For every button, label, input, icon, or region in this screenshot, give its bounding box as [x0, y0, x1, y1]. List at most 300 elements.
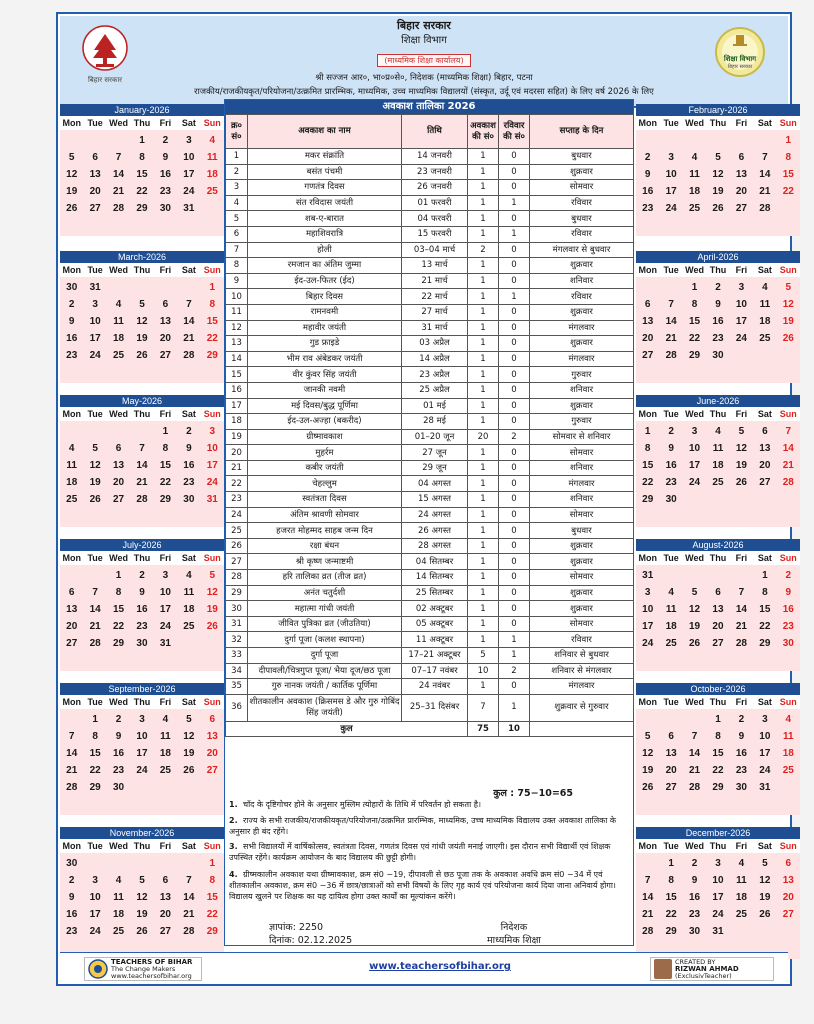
day-cell: 19 — [206, 604, 218, 615]
count-cell: 1 — [468, 367, 499, 383]
count-cell: 1 — [468, 320, 499, 336]
holiday-name-cell: गुरु नानक जयंती / कार्तिक पूर्णिमा — [248, 679, 402, 695]
col-header-name: अवकाश का नाम — [248, 115, 402, 149]
holiday-name-cell: कबीर जयंती — [248, 460, 402, 476]
day-cell: 24 — [136, 765, 148, 776]
weekday-cell: गुरुवार — [530, 367, 634, 383]
day-cell: 9 — [785, 587, 792, 598]
day-cell: 14 — [183, 892, 195, 903]
month-calendar — [636, 539, 800, 671]
holiday-row — [226, 632, 634, 648]
weekday-label: Thu — [709, 265, 727, 275]
day-cell: 22 — [206, 909, 218, 920]
weekday-cell: बुधवार — [530, 149, 634, 165]
day-cell: 16 — [136, 604, 148, 615]
creator-badge — [650, 957, 774, 981]
weekday-header — [636, 407, 800, 421]
bihar-govt-logo — [82, 24, 128, 85]
note-item: 1. चाँद के दृष्टिगोचर होने के अनुसार मुस्लिम त्योहारों के तिथि में परिवर्तन हो सकता है। — [229, 800, 482, 809]
day-cell — [777, 347, 800, 364]
sunday-count-cell: 0 — [499, 585, 530, 601]
week-row — [60, 872, 224, 889]
week-row — [636, 440, 800, 457]
day-cell — [130, 279, 153, 296]
date-cell: 01–20 जून — [402, 429, 468, 445]
weekday-cell: मंगलवार — [530, 679, 634, 695]
day-cell — [659, 132, 682, 149]
day-cell: 13 — [206, 731, 218, 742]
weekday-label: Mon — [638, 265, 657, 275]
total-sundays: 10 — [499, 721, 530, 737]
date-cell: 17–21 अक्टूबर — [402, 648, 468, 664]
day-cell — [730, 923, 753, 940]
holiday-name-cell: रमजान का अंतिम जुम्मा — [248, 258, 402, 274]
sunday-count-cell: 2 — [499, 429, 530, 445]
sunday-count-cell: 0 — [499, 492, 530, 508]
day-cell: 11 — [689, 169, 700, 180]
day-cell — [659, 217, 682, 234]
day-cell: 11 — [759, 299, 771, 310]
day-cell: 18 — [759, 316, 771, 327]
day-cell: 5 — [139, 299, 145, 310]
day-cell: 15 — [136, 169, 148, 180]
day-cell: 21 — [735, 621, 747, 632]
holiday-row — [226, 648, 634, 664]
day-cell: 8 — [715, 731, 721, 742]
weekday-label: Sat — [757, 409, 772, 419]
day-cell: 22 — [89, 765, 101, 776]
day-cell: 29 — [206, 350, 218, 361]
day-cell — [706, 508, 729, 525]
weekday-label: Mon — [638, 841, 657, 851]
day-cell: 12 — [183, 731, 195, 742]
day-cell: 22 — [206, 333, 218, 344]
weekday-label: Tue — [87, 409, 103, 419]
day-cell: 26 — [206, 621, 218, 632]
count-cell: 7 — [468, 694, 499, 721]
day-cell: 22 — [689, 333, 701, 344]
week-row — [636, 872, 800, 889]
weekday-label: Thu — [709, 841, 727, 851]
footer — [60, 952, 788, 984]
col-header-weekday: सप्ताह के दिन — [530, 115, 634, 149]
count-cell: 1 — [468, 679, 499, 695]
holiday-row — [226, 679, 634, 695]
day-cell: 12 — [642, 748, 654, 759]
day-cell: 9 — [668, 443, 674, 454]
day-cell: 19 — [66, 186, 78, 197]
holiday-name-cell: दुर्गा पूजा (कलश स्थापना) — [248, 632, 402, 648]
weekday-label: Sun — [203, 118, 221, 128]
month-calendar — [60, 539, 224, 671]
day-cell — [659, 567, 682, 584]
week-row — [60, 149, 224, 166]
day-cell: 29 — [689, 350, 701, 361]
count-cell: 1 — [468, 570, 499, 586]
day-cell — [777, 779, 800, 796]
col-header-count: अवकाश की सं० — [468, 115, 499, 149]
day-cell: 2 — [115, 714, 122, 725]
weekday-label: Fri — [735, 265, 748, 275]
date-cell: 05 अक्टूबर — [402, 616, 468, 632]
holiday-row — [226, 242, 634, 258]
count-cell: 1 — [468, 149, 499, 165]
weekday-cell: शुक्रवार से गुरुवार — [530, 694, 634, 721]
holiday-table — [225, 114, 634, 737]
day-cell: 24 — [642, 638, 654, 649]
weekday-cell: सोमवार से शनिवार — [530, 429, 634, 445]
holiday-row — [226, 211, 634, 227]
day-cell: 28 — [113, 203, 125, 214]
weekday-label: Wed — [685, 265, 704, 275]
teachers-of-bihar-badge[interactable] — [84, 957, 202, 981]
week-row — [636, 508, 800, 525]
weekday-label: Mon — [638, 697, 657, 707]
count-cell: 1 — [468, 632, 499, 648]
sunday-count-cell: 1 — [499, 289, 530, 305]
date-cell: 27 जून — [402, 445, 468, 461]
day-cell: 10 — [136, 731, 148, 742]
weekday-label: Wed — [685, 841, 704, 851]
month-calendar — [636, 683, 800, 815]
holiday-name-cell: अनंत चतुर्दशी — [248, 585, 402, 601]
day-cell: 20 — [206, 748, 218, 759]
weekday-label: Mon — [62, 265, 81, 275]
day-cell — [777, 364, 800, 381]
day-cell: 3 — [691, 426, 698, 437]
day-cell: 11 — [113, 892, 124, 903]
day-cell: 29 — [136, 203, 148, 214]
day-cell: 24 — [159, 621, 171, 632]
day-cell — [636, 132, 659, 149]
holiday-name-cell: महात्मा गांधी जयंती — [248, 601, 402, 617]
day-cell — [730, 491, 753, 508]
day-cell — [201, 508, 224, 525]
day-cell: 17 — [735, 316, 747, 327]
day-cell: 25 — [66, 494, 78, 505]
day-cell — [130, 364, 153, 381]
day-cell: 5 — [715, 152, 721, 163]
week-row — [60, 166, 224, 183]
weekday-label: Tue — [87, 697, 103, 707]
left-logo-caption: बिहार सरकार — [87, 76, 123, 84]
holiday-row — [226, 258, 634, 274]
holiday-row — [226, 336, 634, 352]
day-cell: 9 — [162, 152, 169, 163]
holiday-name-cell: बसंत पंचमी — [248, 164, 402, 180]
day-cell: 1 — [668, 858, 674, 869]
creator-role: (ExclusivTeacher) — [675, 971, 732, 980]
day-cell: 18 — [113, 909, 125, 920]
holiday-row — [226, 585, 634, 601]
day-cell: 25 — [782, 765, 794, 776]
day-cell: 22 — [642, 477, 654, 488]
date-cell: 21 मार्च — [402, 273, 468, 289]
day-cell: 24 — [665, 203, 677, 214]
week-row — [60, 423, 224, 440]
day-cell — [753, 217, 776, 234]
day-cell — [730, 347, 753, 364]
day-cell — [753, 652, 776, 669]
day-cell: 31 — [159, 638, 171, 649]
day-cell: 9 — [68, 316, 75, 327]
day-cell: 28 — [183, 350, 195, 361]
count-cell: 1 — [468, 460, 499, 476]
day-cell: 18 — [782, 748, 794, 759]
day-cell: 27 — [712, 638, 724, 649]
day-cell — [683, 711, 706, 728]
day-cell: 20 — [159, 909, 171, 920]
right-logo-text: शिक्षा विभाग — [723, 55, 757, 63]
day-cell — [777, 923, 800, 940]
day-cell: 19 — [136, 333, 148, 344]
sunday-count-cell: 0 — [499, 273, 530, 289]
weekday-cell: शुक्रवार — [530, 304, 634, 320]
month-grid — [636, 853, 800, 959]
day-cell: 15 — [759, 604, 771, 615]
serial-cell: 16 — [226, 382, 248, 398]
holiday-name-cell: गुड फ्राइडे — [248, 336, 402, 352]
count-cell: 1 — [468, 492, 499, 508]
serial-cell: 12 — [226, 320, 248, 336]
month-grid — [60, 421, 224, 527]
day-cell: 19 — [689, 621, 701, 632]
day-cell: 5 — [68, 152, 75, 163]
day-cell: 25 — [665, 638, 677, 649]
day-cell: 27 — [89, 203, 101, 214]
weekday-header — [60, 695, 224, 709]
day-cell — [83, 423, 106, 440]
day-cell — [60, 364, 83, 381]
weekday-label: Mon — [62, 118, 81, 128]
serial-cell: 4 — [226, 195, 248, 211]
day-cell: 23 — [159, 186, 171, 197]
serial-cell: 13 — [226, 336, 248, 352]
count-cell: 1 — [468, 476, 499, 492]
date-cell: 14 अप्रैल — [402, 351, 468, 367]
day-cell: 3 — [644, 587, 651, 598]
serial-cell: 17 — [226, 398, 248, 414]
week-row — [60, 440, 224, 457]
sunday-count-cell: 0 — [499, 414, 530, 430]
week-row — [60, 635, 224, 652]
day-cell: 19 — [183, 748, 195, 759]
week-row — [636, 364, 800, 381]
sunday-count-cell: 0 — [499, 336, 530, 352]
day-cell: 7 — [68, 731, 75, 742]
day-cell: 21 — [759, 186, 771, 197]
day-cell: 7 — [186, 875, 192, 886]
day-cell: 29 — [159, 494, 171, 505]
sunday-count-cell: 0 — [499, 460, 530, 476]
day-cell: 21 — [89, 621, 101, 632]
month-title: January-2026 — [60, 104, 224, 116]
day-cell: 9 — [738, 731, 745, 742]
day-cell: 6 — [92, 152, 98, 163]
holiday-name-cell: स्वतंत्रता दिवस — [248, 492, 402, 508]
day-cell: 2 — [139, 570, 145, 581]
day-cell: 28 — [665, 350, 677, 361]
date-cell: 24 अगस्त — [402, 507, 468, 523]
weekday-label: Tue — [663, 841, 679, 851]
day-cell: 20 — [712, 621, 724, 632]
weekday-label: Fri — [735, 409, 748, 419]
day-cell — [130, 796, 153, 813]
day-cell: 24 — [89, 350, 101, 361]
month-grid — [636, 565, 800, 671]
day-cell — [60, 508, 83, 525]
day-cell: 9 — [115, 731, 122, 742]
holiday-row — [226, 226, 634, 242]
weekday-label: Sat — [181, 265, 196, 275]
holiday-table-header — [226, 115, 634, 149]
day-cell: 10 — [89, 316, 101, 327]
day-cell: 3 — [139, 714, 145, 725]
day-cell: 17 — [642, 621, 654, 632]
weekday-label: Fri — [159, 553, 172, 563]
week-row — [60, 330, 224, 347]
day-cell: 1 — [139, 135, 145, 146]
day-cell: 1 — [92, 714, 98, 725]
day-cell: 1 — [715, 714, 721, 725]
day-cell: 26 — [735, 477, 747, 488]
day-cell: 12 — [89, 460, 101, 471]
day-cell: 26 — [712, 203, 724, 214]
weekday-label: Tue — [87, 553, 103, 563]
day-cell: 27 — [665, 782, 677, 793]
day-cell: 4 — [668, 587, 674, 598]
week-row — [60, 584, 224, 601]
website-link[interactable]: www.teachersofbihar.org — [369, 961, 511, 972]
day-cell: 27 — [782, 909, 794, 920]
day-cell — [777, 796, 800, 813]
day-cell: 3 — [186, 135, 192, 146]
day-cell: 23 — [66, 350, 78, 361]
month-title: August-2026 — [636, 539, 800, 551]
day-cell — [659, 364, 682, 381]
weekday-label: Fri — [159, 841, 172, 851]
day-cell: 28 — [642, 926, 654, 937]
day-cell: 28 — [89, 638, 101, 649]
week-row — [60, 906, 224, 923]
day-cell: 17 — [689, 460, 701, 471]
holiday-name-cell: श्री कृष्ण जन्माष्टमी — [248, 554, 402, 570]
serial-cell: 36 — [226, 694, 248, 721]
count-cell: 1 — [468, 164, 499, 180]
day-cell: 26 — [89, 494, 101, 505]
serial-cell: 24 — [226, 507, 248, 523]
serial-cell: 23 — [226, 492, 248, 508]
day-cell — [636, 364, 659, 381]
header — [60, 16, 788, 108]
day-cell: 25 — [113, 350, 125, 361]
day-cell: 16 — [66, 333, 78, 344]
day-cell: 17 — [759, 748, 771, 759]
week-row — [60, 364, 224, 381]
holiday-row — [226, 476, 634, 492]
day-cell: 4 — [762, 282, 768, 293]
serial-cell: 26 — [226, 538, 248, 554]
date-cell: 04 फरवरी — [402, 211, 468, 227]
day-cell: 24 — [206, 477, 218, 488]
day-cell: 20 — [642, 333, 654, 344]
date-cell: 01 फरवरी — [402, 195, 468, 211]
day-cell: 15 — [782, 169, 794, 180]
week-row — [636, 132, 800, 149]
day-cell: 11 — [206, 152, 218, 163]
month-calendar — [60, 104, 224, 236]
day-cell: 11 — [113, 316, 124, 327]
sunday-count-cell: 2 — [499, 663, 530, 679]
day-cell: 30 — [136, 638, 148, 649]
day-cell — [636, 508, 659, 525]
day-cell: 28 — [66, 782, 78, 793]
day-cell — [107, 796, 130, 813]
holiday-row — [226, 601, 634, 617]
day-cell: 5 — [209, 570, 216, 581]
day-cell — [177, 779, 200, 796]
week-row — [60, 618, 224, 635]
day-cell — [777, 652, 800, 669]
sunday-count-cell: 1 — [499, 226, 530, 242]
weekday-label: Thu — [133, 409, 151, 419]
day-cell — [706, 217, 729, 234]
day-cell: 5 — [644, 731, 651, 742]
date-cell: 26 अगस्त — [402, 523, 468, 539]
weekday-cell: रविवार — [530, 195, 634, 211]
day-cell: 18 — [735, 892, 747, 903]
day-cell — [177, 652, 200, 669]
day-cell — [60, 796, 83, 813]
day-cell: 19 — [136, 909, 148, 920]
day-cell — [154, 364, 177, 381]
day-cell — [154, 796, 177, 813]
day-cell: 21 — [136, 477, 148, 488]
weekday-header — [60, 116, 224, 130]
week-row — [60, 652, 224, 669]
day-cell: 29 — [759, 638, 771, 649]
serial-cell: 21 — [226, 460, 248, 476]
day-cell: 5 — [139, 875, 145, 886]
sunday-count-cell: 1 — [499, 195, 530, 211]
holiday-calendar-sheet — [56, 12, 797, 986]
week-row — [636, 745, 800, 762]
holiday-row — [226, 195, 634, 211]
sunday-count-cell: 0 — [499, 304, 530, 320]
day-cell: 26 — [642, 782, 654, 793]
date-cell: 23 अप्रैल — [402, 367, 468, 383]
holiday-name-cell: होली — [248, 242, 402, 258]
serial-cell: 9 — [226, 273, 248, 289]
day-cell: 11 — [183, 587, 195, 598]
date-cell: 25–31 दिसंबर — [402, 694, 468, 721]
day-cell: 26 — [136, 926, 148, 937]
week-row — [60, 728, 224, 745]
day-cell: 28 — [183, 926, 195, 937]
holiday-name-cell: मुहर्रम — [248, 445, 402, 461]
day-cell: 27 — [759, 477, 771, 488]
holiday-name-cell: दुर्गा पूजा — [248, 648, 402, 664]
day-cell: 2 — [785, 570, 792, 581]
day-cell: 8 — [644, 443, 651, 454]
holiday-row — [226, 414, 634, 430]
day-cell: 22 — [759, 621, 771, 632]
serial-cell: 27 — [226, 554, 248, 570]
day-cell: 6 — [738, 152, 745, 163]
bodhi-tree-emblem-icon — [82, 24, 128, 74]
holiday-name-cell: अंतिम श्रावणी सोमवार — [248, 507, 402, 523]
day-cell: 27 — [113, 494, 125, 505]
